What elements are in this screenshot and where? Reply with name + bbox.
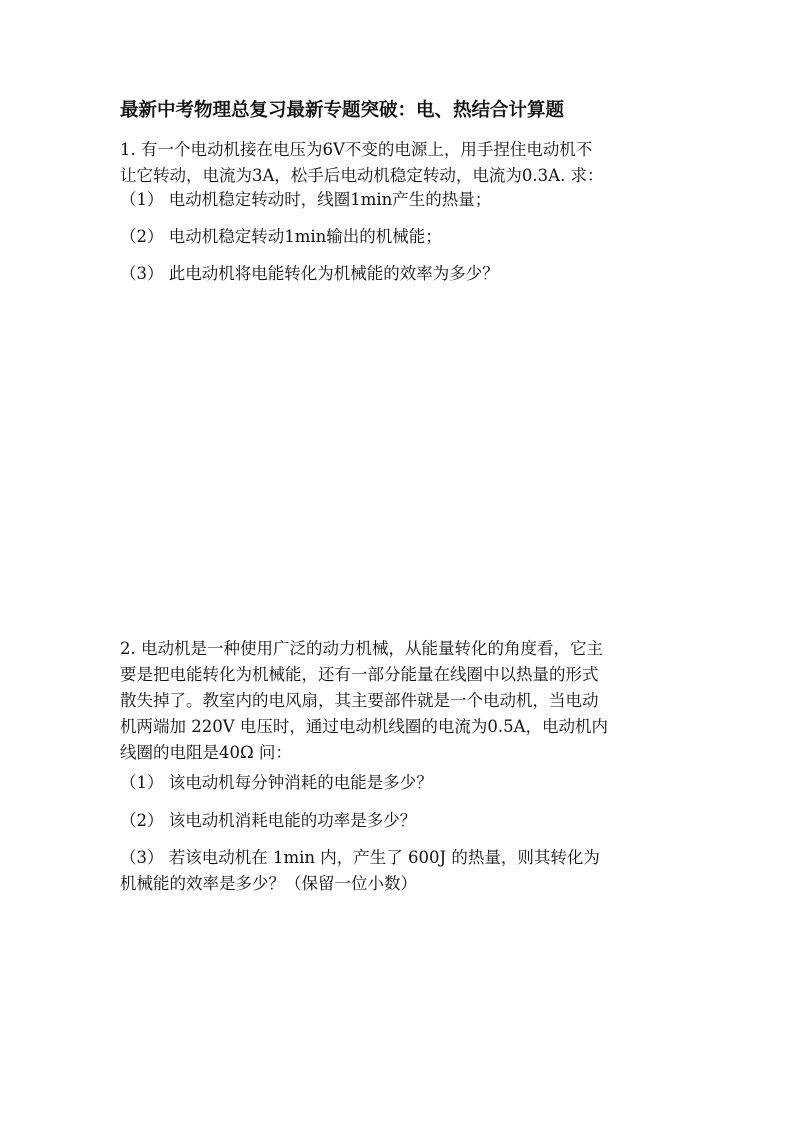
question-1-stem-line: 让它转动，电流为3A，松手后电动机稳定转动，电流为0.3A. 求： — [120, 166, 604, 185]
question-2-stem — [120, 636, 680, 766]
question-1-stem — [120, 137, 680, 189]
question-2-stem-line: 线圈的电阻是40Ω 问： — [120, 743, 292, 762]
question-2-stem-line: 散失掉了。教室内的电风扇，其主要部件就是一个电动机，当电动 — [120, 691, 599, 710]
question-1-part-1: （1） 电动机稳定转动时，线圈1min产生的热量； — [120, 190, 492, 209]
question-2-part-3-line: 机械能的效率是多少？（保留一位小数） — [120, 874, 417, 893]
question-2-part-3-line: （3） 若该电动机在 1min 内，产生了 600J 的热量，则其转化为 — [120, 848, 600, 867]
question-2-stem-line: 要是把电能转化为机械能，还有一部分能量在线圈中以热量的形式 — [120, 665, 599, 684]
document-title: 最新中考物理总复习最新专题突破：电、热结合计算题 — [120, 100, 565, 121]
question-2-part-3 — [120, 845, 680, 897]
question-2-stem-line: 机两端加 220V 电压时，通过电动机线圈的电流为0.5A，电动机内 — [120, 717, 609, 736]
question-1-part-3: （3） 此电动机将电能转化为机械能的效率为多少？ — [120, 264, 499, 283]
question-1-stem-line: 1. 有一个电动机接在电压为6V不变的电源上，用手捏住电动机不 — [120, 140, 593, 159]
question-2-stem-line: 2. 电动机是一种使用广泛的动力机械，从能量转化的角度看，它主 — [120, 639, 603, 658]
question-2-part-1: （1） 该电动机每分钟消耗的电能是多少？ — [120, 773, 433, 792]
question-1-part-2: （2） 电动机稳定转动1min输出的机械能； — [120, 227, 442, 246]
question-2-part-2: （2） 该电动机消耗电能的功率是多少？ — [120, 811, 417, 830]
